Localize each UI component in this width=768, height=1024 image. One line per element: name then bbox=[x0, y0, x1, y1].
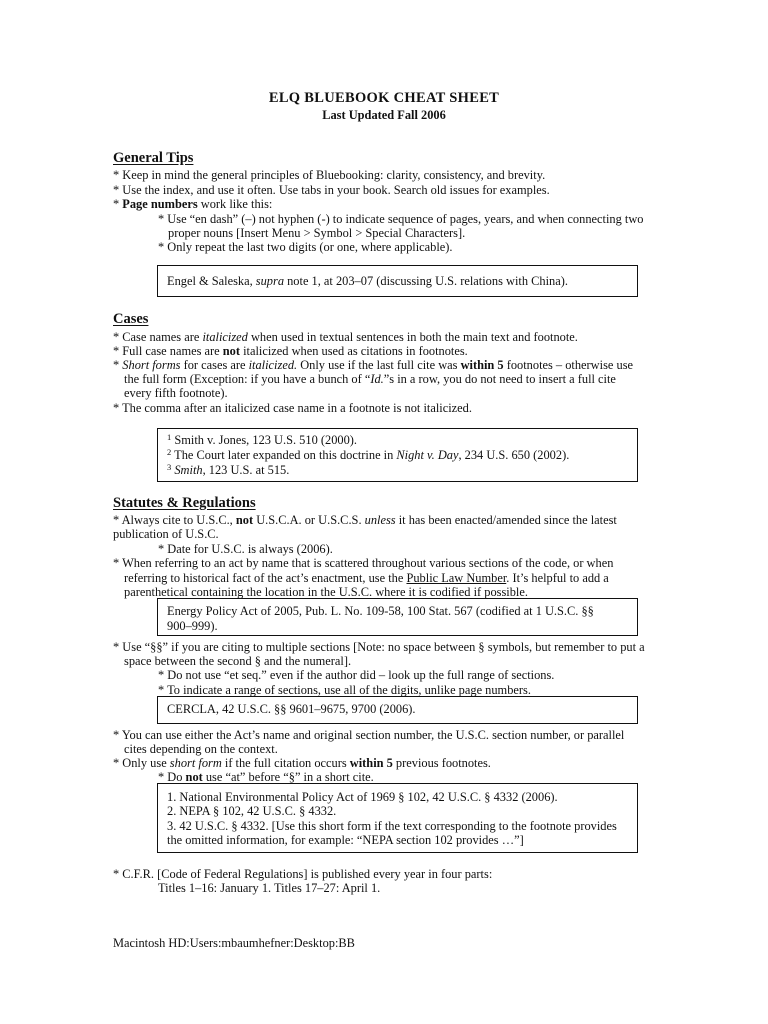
general-tip-3: * Page numbers work like this: bbox=[113, 197, 273, 211]
short-form-example-3: 3. 42 U.S.C. § 4332. [Use this short form if the text corresponding to the footnote provides bbox=[167, 819, 617, 833]
general-tip-2: * Use the index, and use it often. Use tabs in your book. Search old issues for examples. bbox=[113, 183, 550, 197]
statutes-tip-9: * Do not use “at” before “§” in a short cite. bbox=[158, 770, 374, 784]
page-number-tip-2: * Only repeat the last two digits (or one, where applicable). bbox=[158, 240, 453, 254]
footnote-3: $^3$ Smith, 123 U.S. at 515. bbox=[167, 462, 290, 477]
short-form-example-2: 2. NEPA § 102, 42 U.S.C. § 4332. bbox=[167, 804, 337, 818]
example-citation: Engel & Saleska, supra note 1, at 203–07 (discussing U.S. relations with China). bbox=[167, 274, 568, 288]
heading-cases: Cases bbox=[113, 311, 149, 327]
page-number-tip-1-cont: proper nouns [Insert Menu > Symbol > Special Characters]. bbox=[168, 226, 466, 240]
document-subtitle: Last Updated Fall 2006 bbox=[322, 108, 446, 122]
statutes-tip-4: * Use “§§” if you are citing to multiple sections [Note: no space between § symbols, but remember to put a bbox=[113, 640, 645, 654]
page-number-tip-1: * Use “en dash” (–) not hyphen (-) to indicate sequence of pages, years, and when connecting two bbox=[158, 212, 644, 226]
example-box-page-numbers bbox=[157, 265, 638, 297]
statutes-tip-10: * C.F.R. [Code of Federal Regulations] is published every year in four parts: bbox=[113, 867, 493, 881]
document-title: ELQ BLUEBOOK CHEAT SHEET bbox=[268, 90, 500, 106]
cases-tip-3-cont-2: every fifth footnote). bbox=[124, 386, 228, 400]
example-public-law-line-1: Energy Policy Act of 2005, Pub. L. No. 109-58, 100 Stat. 567 (codified at 1 U.S.C. §§ bbox=[167, 604, 594, 618]
statutes-tip-1-cont: publication of U.S.C. bbox=[113, 527, 219, 541]
footnote-1: $^1$ Smith v. Jones, 123 U.S. 510 (2000). bbox=[167, 432, 357, 447]
statutes-tip-3-cont-2: parenthetical containing the location in the U.S.C. where it is codified if possible. bbox=[124, 585, 528, 599]
example-box-cases bbox=[157, 428, 638, 482]
short-form-example-1: 1. National Environmental Policy Act of 1969 § 102, 42 U.S.C. § 4332 (2006). bbox=[167, 790, 558, 804]
heading-general-tips: General Tips bbox=[113, 150, 194, 166]
statutes-tip-8: * Only use short form if the full citation occurs within 5 previous footnotes. bbox=[113, 756, 491, 770]
example-box-public-law bbox=[157, 598, 638, 636]
cases-tip-1: * Case names are italicized when used in textual sentences in both the main text and footnote. bbox=[113, 330, 578, 344]
statutes-tip-7-cont: cites depending on the context. bbox=[124, 742, 278, 756]
statutes-tip-10-cont: Titles 1–16: January 1. Titles 17–27: April 1. bbox=[158, 881, 381, 895]
example-box-range bbox=[157, 696, 638, 724]
statutes-tip-7: * You can use either the Act’s name and original section number, the U.S.C. section number, or parallel bbox=[113, 728, 625, 742]
statutes-tip-6: * To indicate a range of sections, use all of the digits, unlike page numbers. bbox=[158, 683, 531, 697]
example-public-law-line-2: 900–999). bbox=[167, 619, 218, 633]
footnote-2: $^2$ The Court later expanded on this doctrine in Night v. Day, 234 U.S. 650 (2002). bbox=[167, 447, 570, 462]
cases-tip-2: * Full case names are not italicized when used as citations in footnotes. bbox=[113, 344, 468, 358]
footer-file-path: Macintosh HD:Users:mbaumhefner:Desktop:BB bbox=[113, 936, 355, 950]
heading-statutes-regulations: Statutes & Regulations bbox=[113, 495, 256, 511]
short-form-example-3-cont: the omitted information, for example: “NEPA section 102 provides …”] bbox=[167, 833, 524, 847]
statutes-tip-2: * Date for U.S.C. is always (2006). bbox=[158, 542, 333, 556]
statutes-tip-1: * Always cite to U.S.C., not U.S.C.A. or U.S.C.S. unless it has been enacted/amended since the latest bbox=[113, 513, 617, 527]
general-tip-1: * Keep in mind the general principles of Bluebooking: clarity, consistency, and brevity. bbox=[113, 168, 546, 182]
cases-tip-3: * Short forms for cases are italicized. Only use if the last full cite was within 5 footnotes – otherwise use bbox=[113, 358, 634, 372]
example-box-short-form bbox=[157, 783, 638, 853]
cases-tip-3-cont: the full form (Exception: if you have a bunch of “Id.”s in a row, you do not need to insert a full cite bbox=[124, 372, 616, 386]
statutes-tip-3-cont: referring to historical fact of the act’s enactment, use the Public Law Number. It’s helpful to add a bbox=[124, 571, 609, 585]
example-range-citation: CERCLA, 42 U.S.C. §§ 9601–9675, 9700 (2006). bbox=[167, 702, 416, 716]
statutes-tip-3: * When referring to an act by name that is scattered throughout various sections of the code, or when bbox=[113, 556, 614, 570]
statutes-tip-4-cont: space between the second § and the numeral]. bbox=[124, 654, 352, 668]
cases-tip-4: * The comma after an italicized case name in a footnote is not italicized. bbox=[113, 401, 472, 415]
statutes-tip-5: * Do not use “et seq.” even if the author did – look up the full range of sections. bbox=[158, 668, 555, 682]
